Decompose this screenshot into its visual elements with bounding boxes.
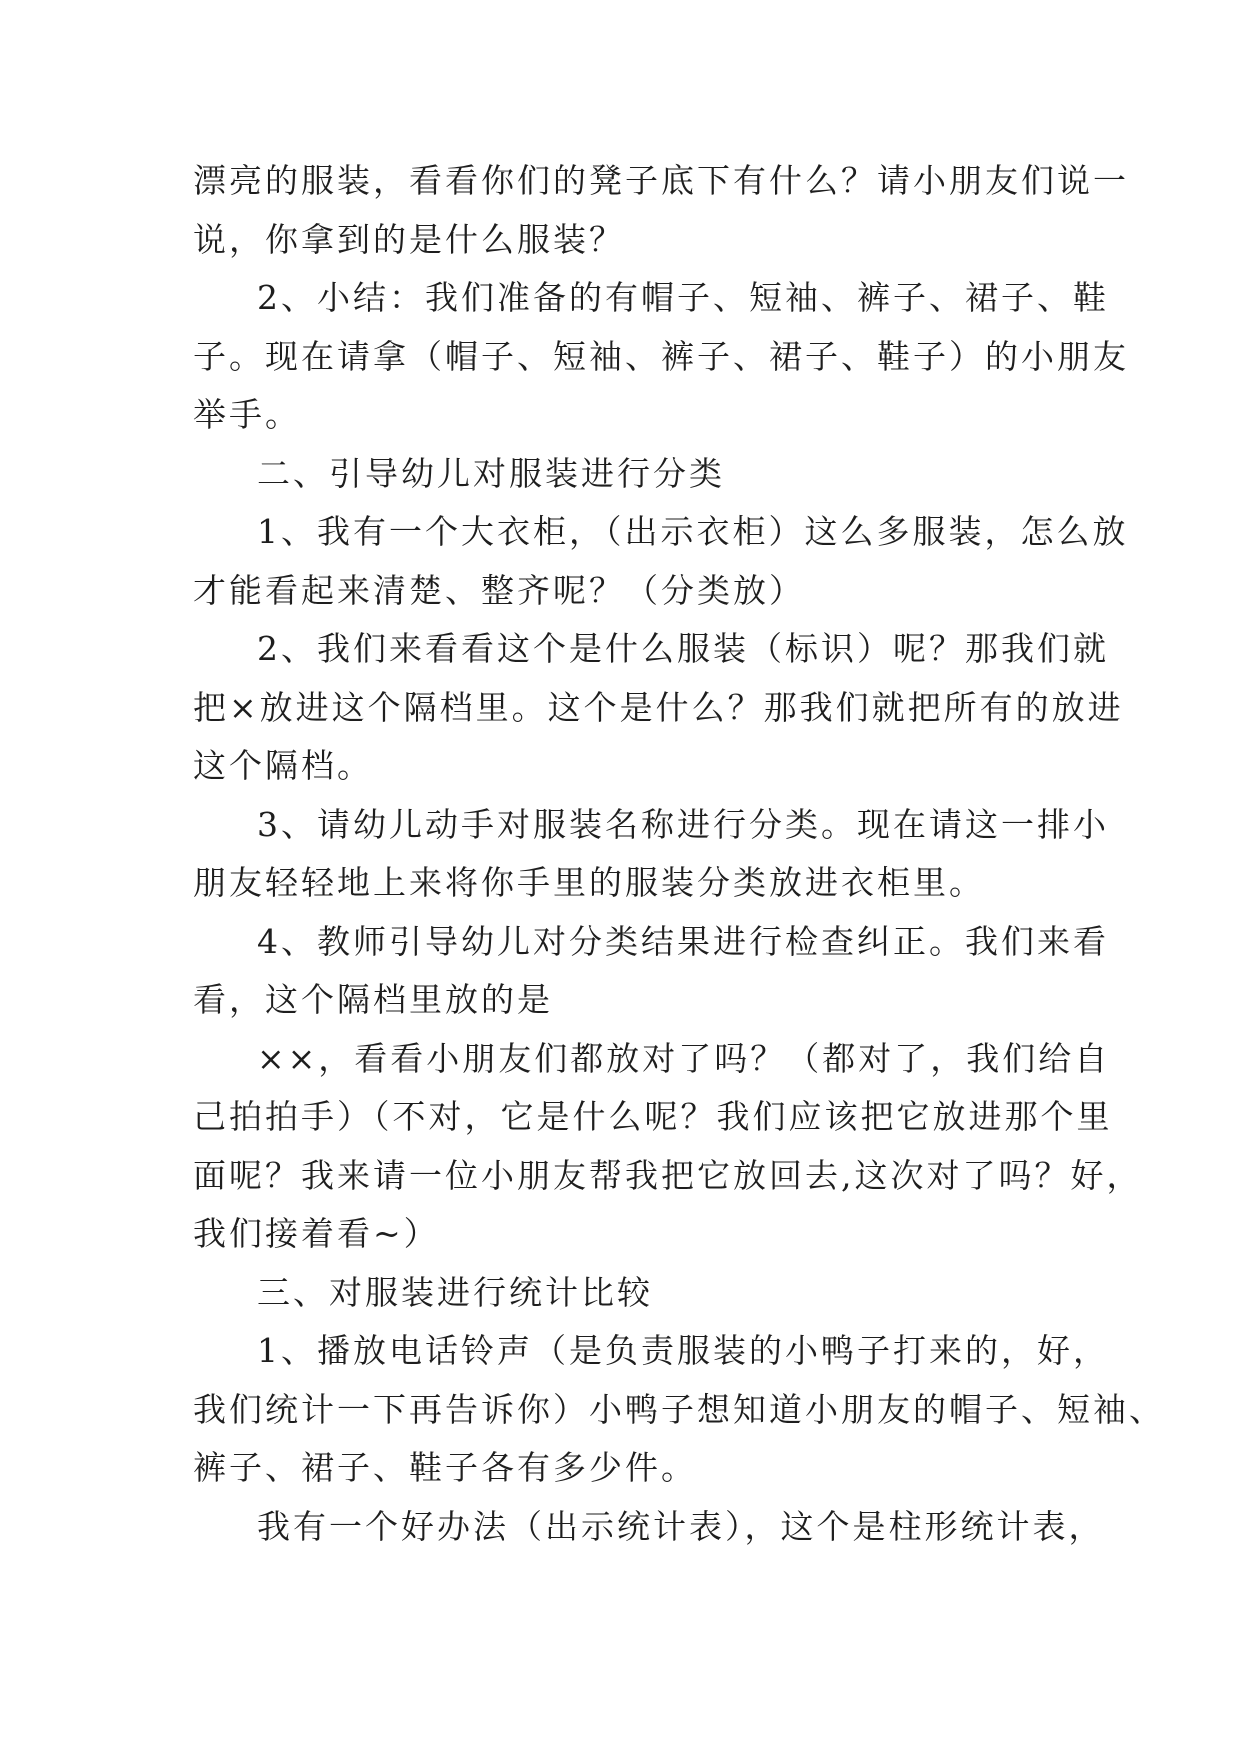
text-line: 1、我有一个大衣柜，（出示衣柜）这么多服装，怎么放 <box>257 512 1129 551</box>
text-line: 朋友轻轻地上来将你手里的服装分类放进衣柜里。 <box>193 863 985 902</box>
text-line: 这个隔档。 <box>193 746 373 785</box>
text-line: 漂亮的服装，看看你们的凳子底下有什么？请小朋友们说一 <box>193 161 1129 200</box>
text-line: 子。现在请拿（帽子、短袖、裤子、裙子、鞋子）的小朋友 <box>193 336 1129 376</box>
text-line: 我有一个好办法（出示统计表），这个是柱形统计表， <box>257 1506 1105 1546</box>
body-text <box>193 152 1165 1556</box>
text-line: 3、请幼儿动手对服装名称进行分类。现在请这一排小 <box>257 804 1109 844</box>
text-line: 裤子、裙子、鞋子各有多少件。 <box>193 1448 697 1487</box>
text-line: 才能看起来清楚、整齐呢？（分类放） <box>193 570 805 610</box>
text-line: 把×放进这个隔档里。这个是什么？那我们就把所有的放进 <box>193 687 1124 727</box>
text-line: 4、教师引导幼儿对分类结果进行检查纠正。我们来看 <box>257 921 1109 961</box>
text-line: 我们统计一下再告诉你）小鸭子想知道小朋友的帽子、短袖、 <box>193 1389 1165 1429</box>
text-line: 2、小结：我们准备的有帽子、短袖、裤子、裙子、鞋 <box>257 278 1109 317</box>
text-line: 二、引导幼儿对服装进行分类 <box>257 453 725 493</box>
text-line: ××，看看小朋友们都放对了吗？（都对了，我们给自 <box>257 1038 1111 1078</box>
text-line: 举手。 <box>193 395 301 434</box>
text-line: 我们接着看~） <box>193 1214 440 1253</box>
text-line: 己拍拍手）（不对，它是什么呢？我们应该把它放进那个里 <box>193 1097 1113 1136</box>
text-line: 1、播放电话铃声（是负责服装的小鸭子打来的，好， <box>257 1331 1109 1370</box>
text-line: 2、我们来看看这个是什么服装（标识）呢？那我们就 <box>257 629 1109 668</box>
text-line: 三、对服装进行统计比较 <box>257 1272 653 1312</box>
text-line: 看，这个隔档里放的是 <box>193 980 553 1019</box>
text-line: 面呢？我来请一位小朋友帮我把它放回去,这次对了吗？好， <box>193 1155 1143 1195</box>
text-line: 说，你拿到的是什么服装？ <box>193 219 625 259</box>
